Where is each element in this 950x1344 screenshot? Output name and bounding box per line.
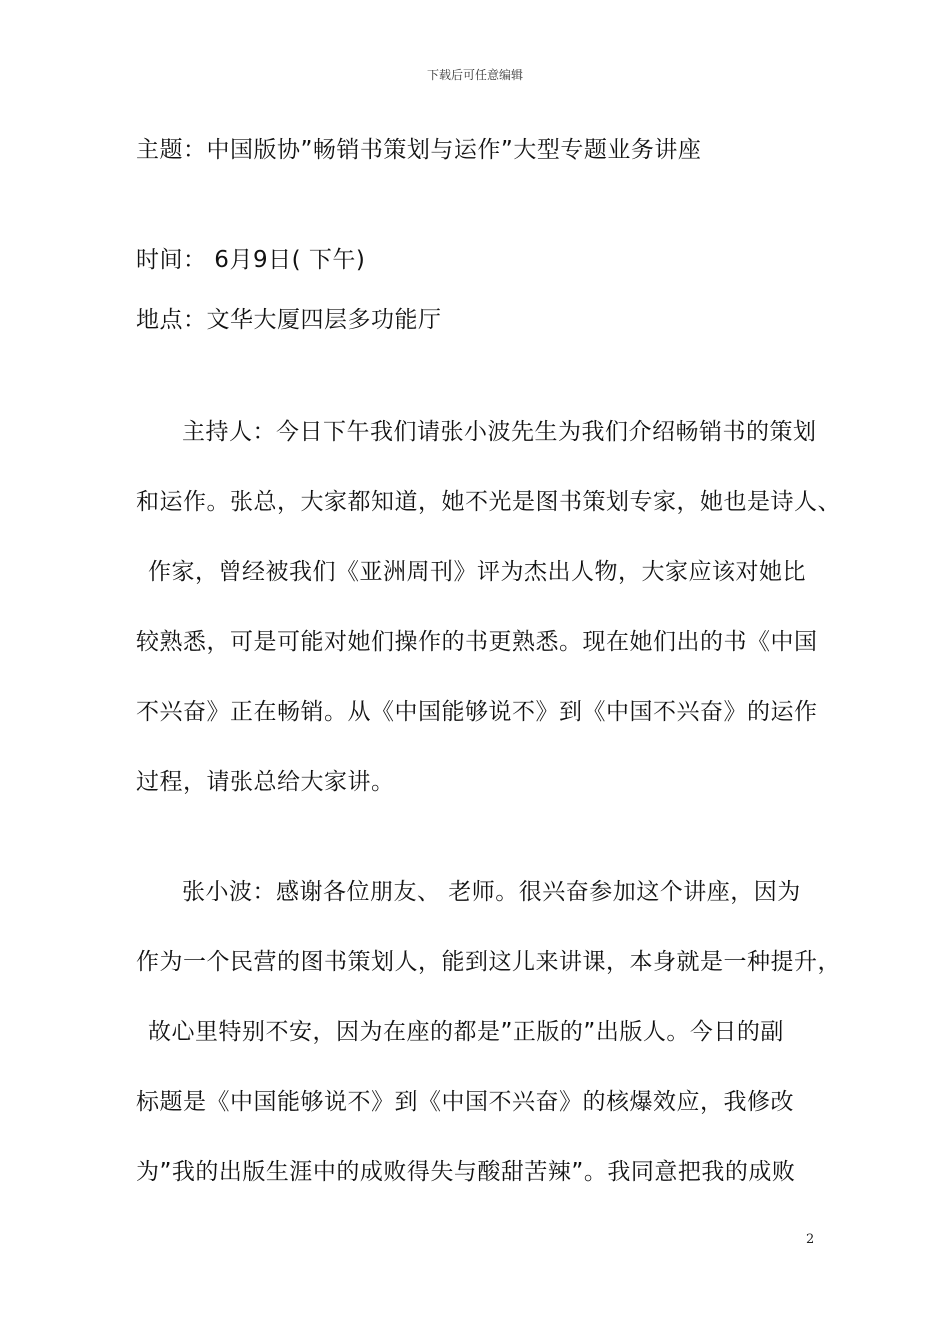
page-number: 2 <box>806 1232 815 1247</box>
paragraph2-line: 标题是《中国能够说不》到《中国不兴奋》的核爆效应，我修改 <box>136 1089 794 1115</box>
paragraph1-line: 主持人：今日下午我们请张小波先生为我们介绍畅销书的策划 <box>182 419 817 445</box>
paragraph2-line: 作为一个民营的图书策划人，能到这儿来讲课，本身就是一种提升， <box>136 949 841 975</box>
paragraph1-line: 和运作。张总，大家都知道，她不光是图书策划专家，她也是诗人、 <box>136 489 841 515</box>
place-line: 地点：文华大厦四层多功能厅 <box>136 307 442 333</box>
paragraph2-line: 故心里特别不安，因为在座的都是”正版的”出版人。今日的副 <box>148 1019 784 1045</box>
paragraph1-line: 不兴奋》正在畅销。从《中国能够说不》到《中国不兴奋》的运作 <box>136 699 818 725</box>
time-line: 时间： 6月9日( 下午) <box>136 247 366 273</box>
header-note: 下载后可任意编辑 <box>426 68 523 82</box>
paragraph1-line: 较熟悉，可是可能对她们操作的书更熟悉。现在她们出的书《中国 <box>136 629 818 655</box>
paragraph2-line: 为”我的出版生涯中的成败得失与酸甜苦辣”。我同意把我的成败 <box>136 1159 796 1185</box>
paragraph2-line: 张小波：感谢各位朋友、 老师。很兴奋参加这个讲座，因为 <box>182 879 801 905</box>
paragraph1-line: 过程，请张总给大家讲。 <box>136 769 395 795</box>
paragraph1-line: 作家，曾经被我们《亚洲周刊》评为杰出人物，大家应该对她比 <box>148 559 806 585</box>
subject-line: 主题：中国版协”畅销书策划与运作”大型专题业务讲座 <box>136 137 702 163</box>
